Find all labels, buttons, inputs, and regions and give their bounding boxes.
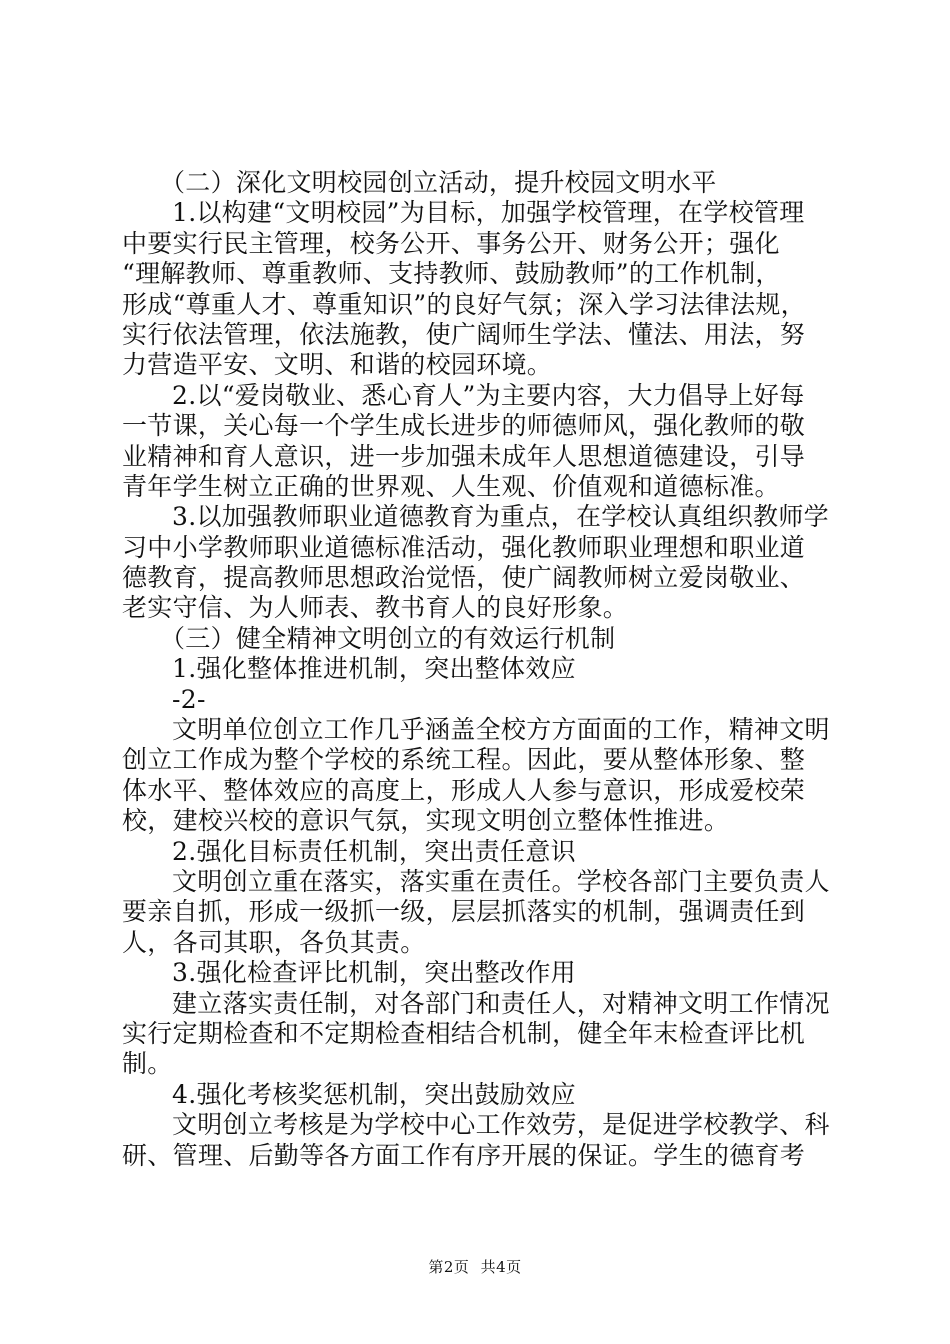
paragraph-line: 习中小学教师职业道德标准活动，强化教师职业理想和职业道 xyxy=(122,532,806,562)
paragraph-line: 2.以“爱岗敬业、悉心育人”为主要内容，大力倡导上好每 xyxy=(172,380,805,410)
paragraph-line: 制。 xyxy=(122,1049,173,1079)
paragraph-line: 老实守信、为人师表、教书育人的良好形象。 xyxy=(122,593,629,623)
section-heading-3: （三）健全精神文明创立的有效运行机制 xyxy=(160,623,616,653)
paragraph-line: 实行依法管理，依法施教，使广阔师生学法、懂法、用法，努 xyxy=(122,319,806,349)
paragraph-line: 文明单位创立工作几乎涵盖全校方方面面的工作，精神文明 xyxy=(172,715,830,745)
paragraph-line: 业精神和育人意识，进一步加强未成年人思想道德建设，引导 xyxy=(122,441,806,471)
paragraph-line: 青年学生树立正确的世界观、人生观、价值观和道德标准。 xyxy=(122,471,780,501)
paragraph-line: 3.以加强教师职业道德教育为重点，在学校认真组织教师学 xyxy=(172,502,829,532)
paragraph-line: 体水平、整体效应的高度上，形成人人参与意识，形成爱校荣 xyxy=(122,775,806,805)
section-heading-2: （二）深化文明校园创立活动，提升校园文明水平 xyxy=(160,168,717,197)
paragraph-line: 研、管理、后勤等各方面工作有序开展的保证。学生的德育考 xyxy=(122,1140,806,1170)
paragraph-line: 1.以构建“文明校园”为目标，加强学校管理，在学校管理 xyxy=(172,198,805,228)
subheading: 1.强化整体推进机制，突出整体效应 xyxy=(172,654,576,684)
paragraph-line: 要亲自抓，形成一级抓一级，层层抓落实的机制，强调责任到 xyxy=(122,897,806,927)
paragraph-line: “理解教师、尊重教师、支持教师、鼓励教师”的工作机制， xyxy=(122,259,781,289)
page-footer xyxy=(0,1256,950,1277)
paragraph-line: 德教育，提高教师思想政治觉悟，使广阔教师树立爱岗敬业、 xyxy=(122,563,806,593)
paragraph-line: 人，各司其职，各负其责。 xyxy=(122,927,426,957)
subheading: 2.强化目标责任机制，突出责任意识 xyxy=(172,836,576,866)
paragraph-line: 创立工作成为整个学校的系统工程。因此，要从整体形象、整 xyxy=(122,745,806,775)
paragraph-line: 文明创立考核是为学校中心工作效劳，是促进学校教学、科 xyxy=(172,1110,830,1140)
page-number: 第2页 xyxy=(428,1258,470,1276)
paragraph-line: 力营造平安、文明、和谐的校园环境。 xyxy=(122,350,553,380)
paragraph-line: 文明创立重在落实，落实重在责任。学校各部门主要负责人 xyxy=(172,866,830,896)
page-total: 共4页 xyxy=(480,1258,522,1276)
paragraph-line: 中要实行民主管理，校务公开、事务公开、财务公开；强化 xyxy=(122,228,780,258)
paragraph-line: 形成“尊重人才、尊重知识”的良好气氛；深入学习法律法规， xyxy=(122,289,806,319)
paragraph-line: 校，建校兴校的意识气氛，实现文明创立整体性推进。 xyxy=(122,806,730,836)
inline-page-marker: -2- xyxy=(172,684,206,714)
paragraph-line: 建立落实责任制，对各部门和责任人，对精神文明工作情况 xyxy=(172,988,830,1018)
subheading: 3.强化检查评比机制，突出整改作用 xyxy=(172,958,576,988)
paragraph-line: 实行定期检查和不定期检查相结合机制，健全年末检查评比机 xyxy=(122,1018,806,1048)
document-body xyxy=(122,168,830,1171)
paragraph-line: 一节课，关心每一个学生成长进步的师德师风，强化教师的敬 xyxy=(122,411,806,441)
subheading: 4.强化考核奖惩机制，突出鼓励效应 xyxy=(172,1079,576,1109)
